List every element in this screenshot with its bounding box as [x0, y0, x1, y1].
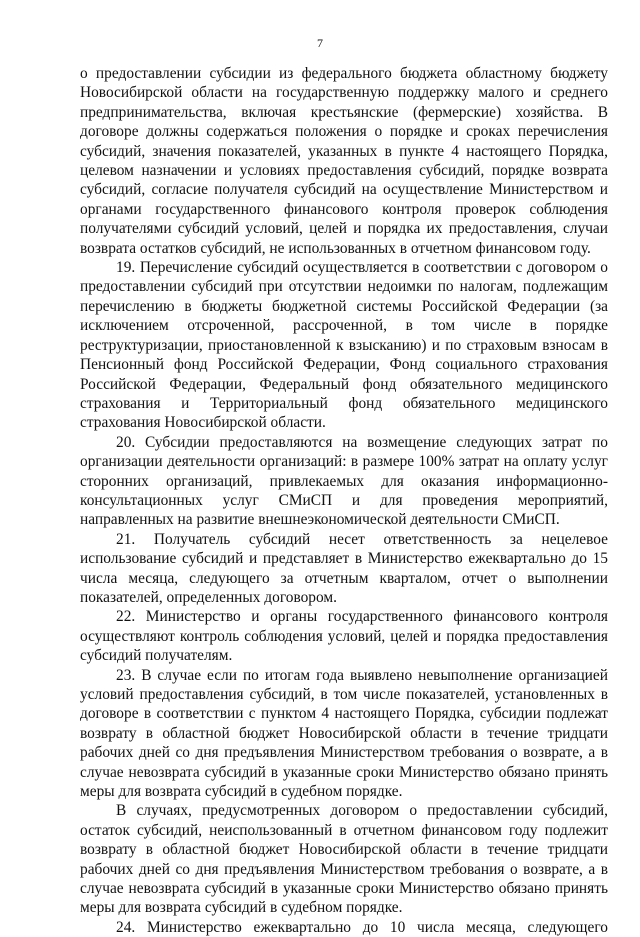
paragraph-21: 21. Получатель субсидий несет ответственность за нецелевое использование субсидий и представляет в Министерство ежеквартально до 15 числа месяца, следующего за отчетным кварталом, отчет о выполнении показателей, определенных договором. [80, 530, 608, 606]
paragraph-24-start: 24. Министерство ежеквартально до 10 числа месяца, следующего [116, 918, 608, 936]
document-body [80, 64, 608, 937]
paragraph-23: 23. В случае если по итогам года выявлено невыполнение организацией условий предоставления субсидий, в том числе показателей, установленных в договоре в соответствии с пунктом 4 настоящего Порядка, субсидии подлежат возврату в областной бюджет Новосибирской области в течение тридцати рабочих дней со дня предъявления Министерством требования о возврате, а в случае невозврата субсидий в указанные сроки Министерство обязано принять меры для возврата субсидий в судебном порядке. [80, 666, 608, 801]
paragraph-19: 19. Перечисление субсидий осуществляется в соответствии с договором о предоставлении субсидий при отсутствии недоимки по налогам, подлежащим перечислению в бюджеты бюджетной системы Российской Федерации (за исключением отсроченной, рассроченной, в том числе в порядке реструктуризации, приостановленной к взысканию) и по страховым взносам в Пенсионный фонд Российской Федерации, Фонд социального страхования Российской Федерации, Федеральный фонд обязательного медицинского страхования и Территориальный фонд обязательного медицинского страхования Новосибирской области. [80, 259, 608, 432]
paragraph-18-continuation: о предоставлении субсидии из федерального бюджета областному бюджету Новосибирской области на государственную поддержку малого и среднего предпринимательства, включая крестьянские (фермерские) хозяйства. В договоре должны содержаться положения о порядке и сроках перечисления субсидий, значения показателей, указанных в пункте 4 настоящего Порядка, целевом назначении и условиях предоставления субсидий, порядке возврата субсидий, согласие получателя субсидий на осуществление Министерством и органами государственного финансового контроля проверок соблюдения получателями субсидий условий, целей и порядка их предоставления, случаи возврата остатков субсидий, не использованных в отчетном финансовом году. [80, 65, 608, 257]
paragraph-23-second-part: В случаях, предусмотренных договором о предоставлении субсидий, остаток субсидий, неиспользованный в отчетном финансовом году подлежит возврату в областной бюджет Новосибирской области в течение тридцати рабочих дней со дня предъявления Министерством требования о возврате, а в случае невозврата субсидий в указанные сроки Министерство обязано принять меры для возврата субсидий в судебном порядке. [80, 802, 608, 917]
paragraph-22: 22. Министерство и органы государственного финансового контроля осуществляют контроль соблюдения условий, целей и порядка предоставления субсидий получателям. [80, 608, 608, 665]
page-number: 7 [317, 36, 323, 50]
paragraph-20: 20. Субсидии предоставляются на возмещение следующих затрат по организации деятельности организаций: в размере 100% затрат на оплату услуг сторонних организаций, привлекаемых для оказания информационно-консультационных услуг СМиСП и для проведения мероприятий, направленных на развитие внешнеэкономической деятельности СМиСП. [80, 433, 608, 529]
